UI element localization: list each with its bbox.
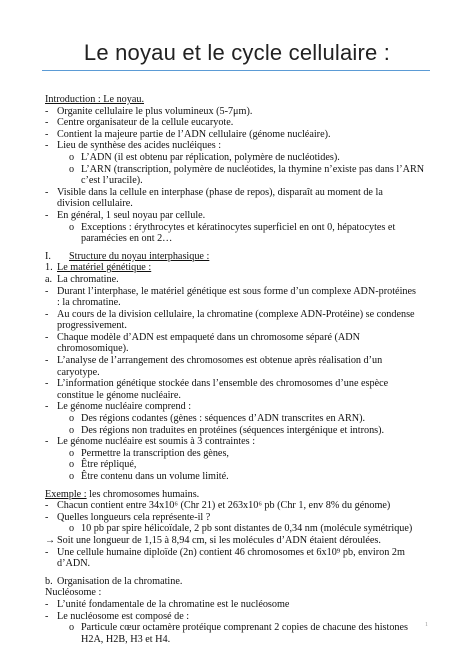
line-text: L’information génétique stockée dans l’ensemble des chromosomes d’une espèce [57,378,389,390]
line-text: progressivement. [57,320,127,332]
page-number: 1 [425,622,428,628]
line-text: L’unité fondamentale de la chromatine est le nucléosome [57,598,290,610]
bullet-marker: - [45,209,49,221]
bullet-marker: - [45,331,49,343]
text-line [45,587,437,599]
text-line [45,262,437,274]
line-text: L’ADN (il est obtenu par réplication, polymère de nucléotides). [81,151,340,163]
text-line [45,274,437,286]
text-line [45,106,437,118]
section-heading: Le matériel génétique : [57,262,152,274]
text-line [45,401,437,413]
bullet-marker: - [45,285,49,297]
line-text: Le nucléosome est composé de : [57,610,190,622]
line-text: Nucléosome : [45,587,102,599]
bullet-marker: o [69,622,75,634]
text-line [45,117,437,129]
bullet-marker: o [69,459,75,471]
text-line [45,286,437,298]
text-line [45,152,437,164]
line-text: Lieu de synthèse des acides nucléiques : [57,140,222,152]
document-body [45,94,437,645]
text-line [45,413,437,425]
text-line [45,297,437,309]
bullet-marker: o [69,424,75,436]
line-text: Permettre la transcription des gènes, [81,447,229,459]
bullet-marker: o [69,523,75,535]
text-line [45,436,437,448]
text-line [45,611,437,623]
text-line [45,425,437,437]
bullet-marker: - [45,128,49,140]
line-text: En général, 1 seul noyau par cellule. [57,209,206,221]
line-text: : la chromatine. [57,297,121,309]
bullet-marker: 1. [45,262,53,274]
text-line [45,512,437,524]
bullet-marker: - [45,500,49,512]
bullet-marker: o [69,163,75,175]
line-text: d’ADN. [57,558,91,570]
line-text: Le génome nucléaire comprend : [57,401,192,413]
line-text: H2A, H2B, H3 et H4. [81,633,171,645]
text-line [45,535,437,547]
line-text: Quelles longueurs cela représente-il ? [57,511,211,523]
bullet-marker: I. [45,250,51,262]
text-line [45,547,437,559]
text-line [45,500,437,512]
bullet-marker: o [69,471,75,482]
bullet-marker: - [45,610,49,622]
line-text: Chacun contient entre 34x10⁶ (Chr 21) et 263x10⁶ pb (Chr 1, env 8% du génome) [57,500,391,512]
text-line [45,558,437,570]
line-text: Introduction : Le noyau. [45,94,145,105]
example-label: Exemple : [45,488,87,500]
text-line [45,523,437,535]
line-text: L’analyse de l’arrangement des chromosomes est obtenue après réalisation d’un [57,355,383,367]
text-line [45,309,437,321]
line-text: Visible dans la cellule en interphase (phase de repos), disparaît au moment de la [57,186,383,198]
bullet-marker: a. [45,273,53,285]
text-line [45,94,437,106]
text-line [45,187,437,199]
line-text: Centre organisateur de la cellule eucaryote. [57,117,234,129]
section-heading: La chromatine. [57,273,119,285]
page-title: Le noyau et le cycle cellulaire : [83,40,391,65]
line-text: c’est l’uracile). [81,175,143,187]
line-text: paramécies en ont 2… [81,233,173,245]
text-line [45,210,437,222]
line-text: Au cours de la division cellulaire, la chromatine (complexe ADN-Protéine) se condense [57,308,415,320]
line-text: L’ARN (transcription, polymère de nucléotides, la thymine n’existe pas dans l’ARN [81,163,425,175]
section-heading: Organisation de la chromatine. [57,575,183,587]
line-text: Être contenu dans un volume limité. [81,471,229,482]
text-line [45,599,437,611]
line-text: Contient la majeure partie de l’ADN cellulaire (génome nucléaire). [57,128,331,140]
bullet-marker: - [45,308,49,320]
bullet-marker: - [45,186,49,198]
title-underline [42,70,430,71]
line-text: division cellulaire. [57,198,133,210]
line-text: Chaque modèle d’ADN est empaqueté dans un chromosome séparé (ADN [57,331,360,343]
text-line [45,622,437,634]
line-text: 10 pb par spire hélicoïdale, 2 pb sont distantes de 0,34 nm (molécule symétrique) [81,523,413,535]
line-text: Soit une longueur de 1,15 à 8,94 cm, si les molécules d’ADN étaient déroulées. [57,534,381,546]
bullet-marker: - [45,546,49,558]
text-line [45,332,437,344]
bullet-marker: o [69,221,75,233]
text-line [45,489,437,501]
text-line [45,448,437,460]
bullet-marker: o [69,413,75,425]
bullet-marker: - [45,378,49,390]
bullet-marker: - [45,598,49,610]
text-line [45,355,437,367]
line-text: Particule cœur octamère protéique comprenant 2 copies de chacune des histones [81,622,409,634]
text-line [45,175,437,187]
text-line [45,251,437,263]
text-line [45,343,437,355]
text-line [45,140,437,152]
text-line [45,164,437,176]
text-line [45,198,437,210]
example-text: les chromosomes humains. [86,488,200,500]
line-text: constitue le génome nucléaire. [57,389,181,401]
text-line [45,233,437,245]
bullet-marker: - [45,140,49,152]
line-text: chromosomique). [57,343,129,355]
text-line [45,390,437,402]
text-line [45,320,437,332]
line-text: Exceptions : érythrocytes et kératinocytes superficiel en ont 0, hépatocytes et [81,221,396,233]
line-text: Des régions codantes (gènes : séquences d’ADN transcrites en ARN). [81,413,366,425]
bullet-marker: o [69,151,75,163]
text-line [45,634,437,646]
bullet-marker: o [69,447,75,459]
line-text: Des régions non traduites en protéines (séquences intergénique et introns). [81,424,385,436]
line-text: caryotype. [57,366,100,378]
text-line [45,378,437,390]
text-line [45,367,437,379]
text-line [45,576,437,588]
line-text: Être répliqué, [81,459,137,471]
bullet-marker: - [45,401,49,413]
bullet-marker: - [45,355,49,367]
text-line [45,222,437,234]
bullet-marker: → [45,534,56,546]
line-text: Le génome nucléaire est soumis à 3 contraintes : [57,436,256,448]
section-heading: Structure du noyau interphasique : [69,250,210,262]
bullet-marker: b. [45,575,53,587]
bullet-marker: - [45,105,49,117]
text-line [45,459,437,471]
bullet-marker: - [45,436,49,448]
bullet-marker: - [45,511,49,523]
bullet-marker: - [45,117,49,129]
text-line [45,471,437,483]
line-text: Durant l’interphase, le matériel génétique est sous forme d’un complexe ADN-protéines [57,285,416,297]
line-text: Une cellule humaine diploïde (2n) contient 46 chromosomes et 6x10⁹ pb, environ 2m [57,546,405,558]
line-text: Organite cellulaire le plus volumineux (5-7μm). [57,105,253,117]
text-line [45,129,437,141]
